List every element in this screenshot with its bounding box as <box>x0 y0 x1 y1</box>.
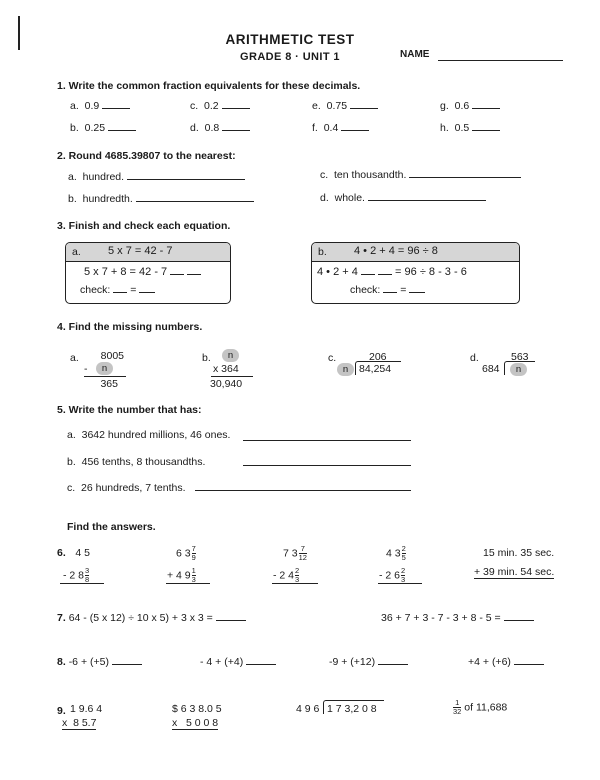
q9-p3-dividend: 1 7 3,2 0 8 <box>327 703 377 715</box>
equation-line: 4 • 2 + 4 = 96 ÷ 8 - 3 - 6 <box>317 266 467 278</box>
answer-blank[interactable] <box>187 274 201 275</box>
q6-p1-top: 4 5 <box>75 547 90 559</box>
q9-p3-divisor: 4 9 6 <box>296 703 320 715</box>
q1-item-h: h. 0.5 <box>440 122 500 134</box>
q4a-result: 365 <box>100 378 118 390</box>
q4-letter-c: c. <box>328 352 337 364</box>
q2-item-d: d. whole. <box>320 192 486 204</box>
q6-p2-top: 6 3 $\frac{7}{9}$ <box>176 544 196 562</box>
q9-p2-top: $ 6 3 8.0 5 <box>172 703 222 715</box>
answer-blank[interactable] <box>350 108 378 109</box>
q1-item-d: d. 0.8 <box>190 122 250 134</box>
answer-blank[interactable] <box>504 620 534 621</box>
q4c-divisor-unknown: n <box>337 363 354 376</box>
answer-blank[interactable] <box>243 465 411 466</box>
q9-number: 9. <box>57 705 66 717</box>
equation-box-a <box>65 242 231 304</box>
equation-box-header: a. 5 x 7 = 42 - 7 <box>66 243 230 262</box>
q7-left: 7. 64 - (5 x 12) ÷ 10 x 5) + 3 x 3 = <box>57 612 246 624</box>
q9-p1-top: 1 9.6 4 <box>70 703 103 715</box>
q8-item-4: +4 + (+6) <box>468 656 544 668</box>
q1-item-c: c. 0.2 <box>190 100 250 112</box>
answer-blank[interactable] <box>216 620 246 621</box>
equation-box-header: b. 4 • 2 + 4 = 96 ÷ 8 <box>312 243 519 262</box>
q5-item-b: b. 456 tenths, 8 thousandths. <box>67 456 206 468</box>
q6-p3-top: 7 3 $\frac{7}{12}$ <box>283 544 307 562</box>
equation-box-b <box>311 242 520 304</box>
q4a-minus: - <box>84 363 88 375</box>
equation: 4 • 2 + 4 = 96 ÷ 8 <box>354 245 438 257</box>
q4d-quotient: 563 <box>511 351 529 363</box>
answer-blank[interactable] <box>222 130 250 131</box>
q8-item-1: 8. -6 + (+5) <box>57 656 142 668</box>
q4b-result: 30,940 <box>210 378 243 390</box>
q2-item-b: b. hundredth. <box>68 193 254 205</box>
q6-p5-operand: + 39 min. 54 sec. <box>474 566 555 578</box>
answer-blank[interactable] <box>472 108 500 109</box>
check-line: check: = <box>80 284 155 296</box>
answer-blank[interactable] <box>222 108 250 109</box>
answer-rule <box>272 583 318 584</box>
q2-item-a: a. hundred. <box>68 171 245 183</box>
answer-blank[interactable] <box>378 274 392 275</box>
q1-item-b: b. 0.25 <box>70 122 136 134</box>
q4b-unknown: n <box>222 349 239 362</box>
q9-p1-operand: x 8 5.7 <box>62 717 97 729</box>
page-subtitle: GRADE 8 · UNIT 1 <box>240 51 340 63</box>
answer-blank[interactable] <box>368 200 486 201</box>
answer-blank[interactable] <box>361 274 375 275</box>
q8-item-2: - 4 + (+4) <box>200 656 276 668</box>
q5-prompt: 5. Write the number that has: <box>57 404 202 416</box>
q6-p1-operand: - 2 8 $\frac{3}{8}$ <box>63 566 90 584</box>
equation: 5 x 7 = 42 - 7 <box>108 245 173 257</box>
q4-letter-d: d. <box>470 352 479 364</box>
q2-item-c: c. ten thousandth. <box>320 169 521 181</box>
answer-blank[interactable] <box>112 664 142 665</box>
q4-prompt: 4. Find the missing numbers. <box>57 321 203 333</box>
answer-blank[interactable] <box>378 664 408 665</box>
answer-rule <box>84 376 126 377</box>
answer-blank[interactable] <box>514 664 544 665</box>
q4-letter-a: a. <box>70 352 79 364</box>
answer-blank[interactable] <box>139 292 155 293</box>
check-line: check: = <box>350 284 425 296</box>
answer-blank[interactable] <box>383 292 397 293</box>
page-title: ARITHMETIC TEST <box>225 32 355 47</box>
section-heading: Find the answers. <box>67 521 156 533</box>
q6-p5-top: 15 min. 35 sec. <box>483 547 555 559</box>
answer-blank[interactable] <box>246 664 276 665</box>
q8-item-3: -9 + (+12) <box>329 656 408 668</box>
answer-blank[interactable] <box>409 177 521 178</box>
q4-letter-b: b. <box>202 352 211 364</box>
answer-blank[interactable] <box>409 292 425 293</box>
equation-line: 5 x 7 + 8 = 42 - 7 <box>84 266 201 278</box>
q5-item-a: a. 3642 hundred millions, 46 ones. <box>67 429 231 441</box>
q6-p3-operand: - 2 4 $\frac{2}{3}$ <box>273 566 300 584</box>
q9-p2-operand: x 5 0 0 8 <box>172 717 219 729</box>
q4c-dividend: 84,254 <box>359 363 392 375</box>
q4a-top: 8005 <box>100 350 124 362</box>
answer-blank[interactable] <box>170 274 184 275</box>
q2-prompt: 2. Round 4685.39807 to the nearest: <box>57 150 236 162</box>
answer-rule <box>211 376 253 377</box>
answer-blank[interactable] <box>195 490 411 491</box>
q9-p4: $\frac{1}{32}$ of 11,688 <box>453 698 508 716</box>
q6-number: 6. <box>57 547 66 559</box>
answer-blank[interactable] <box>108 130 136 131</box>
answer-rule <box>378 583 422 584</box>
answer-rule <box>166 583 210 584</box>
q4d-dividend-unknown: n <box>510 363 527 376</box>
answer-blank[interactable] <box>102 108 130 109</box>
answer-blank[interactable] <box>472 130 500 131</box>
answer-blank[interactable] <box>243 440 411 441</box>
q5-item-c: c. 26 hundreds, 7 tenths. <box>67 482 186 494</box>
q1-item-a: a. 0.9 <box>70 100 130 112</box>
q4b-multiplier: x 364 <box>213 363 239 375</box>
q4d-divisor: 684 <box>482 363 500 375</box>
q6-p2-operand: + 4 9 $\frac{1}{3}$ <box>167 566 196 584</box>
q3-prompt: 3. Finish and check each equation. <box>57 220 231 232</box>
name-field[interactable] <box>438 60 563 61</box>
q6-p4-top: 4 3 $\frac{2}{5}$ <box>386 544 406 562</box>
q1-item-e: e. 0.75 <box>312 100 378 112</box>
answer-rule <box>60 583 104 584</box>
q1-item-f: f. 0.4 <box>312 122 369 134</box>
answer-blank[interactable] <box>113 292 127 293</box>
q1-prompt: 1. Write the common fraction equivalents for these decimals. <box>57 80 361 92</box>
answer-blank[interactable] <box>341 130 369 131</box>
answer-blank[interactable] <box>127 179 245 180</box>
answer-blank[interactable] <box>136 201 254 202</box>
q4c-quotient: 206 <box>369 351 387 363</box>
q1-item-g: g. 0.6 <box>440 100 500 112</box>
q6-p4-operand: - 2 6 $\frac{2}{3}$ <box>379 566 406 584</box>
name-label: NAME <box>400 49 430 60</box>
q7-right: 36 + 7 + 3 - 7 - 3 + 8 - 5 = <box>381 612 534 624</box>
q4a-unknown: n <box>96 362 113 375</box>
